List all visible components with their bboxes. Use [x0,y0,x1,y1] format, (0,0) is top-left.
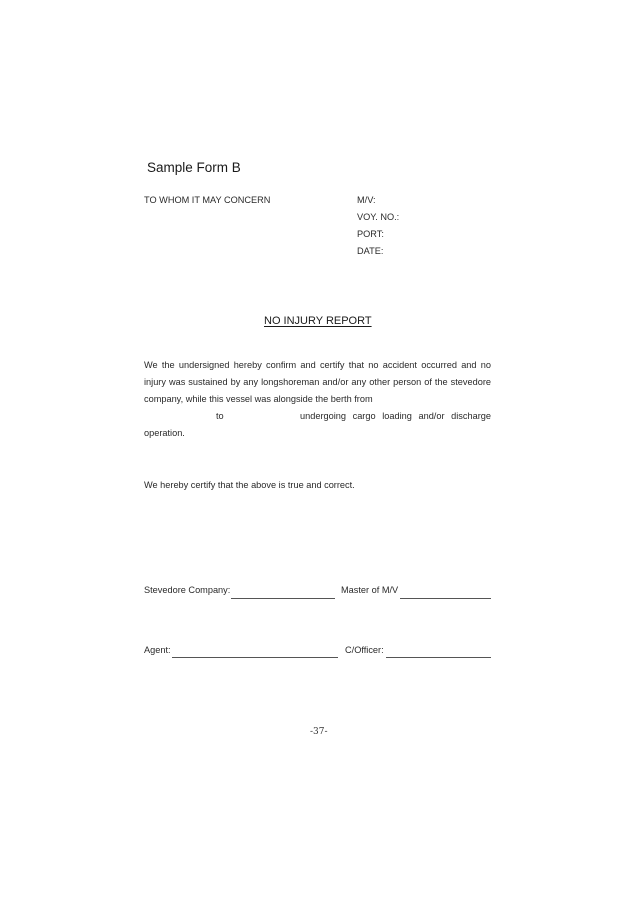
stevedore-company-label: Stevedore Company: [144,585,231,595]
body-line-4-rest: undergoing cargo loading and/or discharge [300,411,491,421]
date-field-label: DATE: [357,246,384,256]
report-title: NO INJURY REPORT [264,315,372,327]
stevedore-company-signature-line[interactable] [231,598,335,599]
form-title: Sample Form B [147,160,241,175]
mv-field-label: M/V: [357,195,376,205]
port-field-label: PORT: [357,229,384,239]
certification-statement: We hereby certify that the above is true and correct. [144,480,355,490]
c-officer-signature-line[interactable] [386,657,491,658]
body-line-1: We the undersigned hereby confirm and certify that no accident occurred and no [144,360,491,370]
body-line-4-to: to [216,411,224,421]
body-line-3: company, while this vessel was alongside the berth from [144,394,373,404]
page-number: -37- [310,727,328,737]
master-label: Master of M/V [341,585,399,595]
report-body-paragraph [144,357,491,442]
body-line-2: injury was sustained by any longshoreman and/or any other person of the stevedore [144,377,491,387]
master-signature-line[interactable] [400,598,491,599]
agent-label: Agent: [144,645,171,655]
addressee: TO WHOM IT MAY CONCERN [144,195,271,205]
voy-no-field-label: VOY. NO.: [357,212,400,222]
body-line-4 [144,408,491,425]
c-officer-label: C/Officer: [345,645,384,655]
agent-signature-line[interactable] [172,657,338,658]
body-line-5: operation. [144,428,185,438]
